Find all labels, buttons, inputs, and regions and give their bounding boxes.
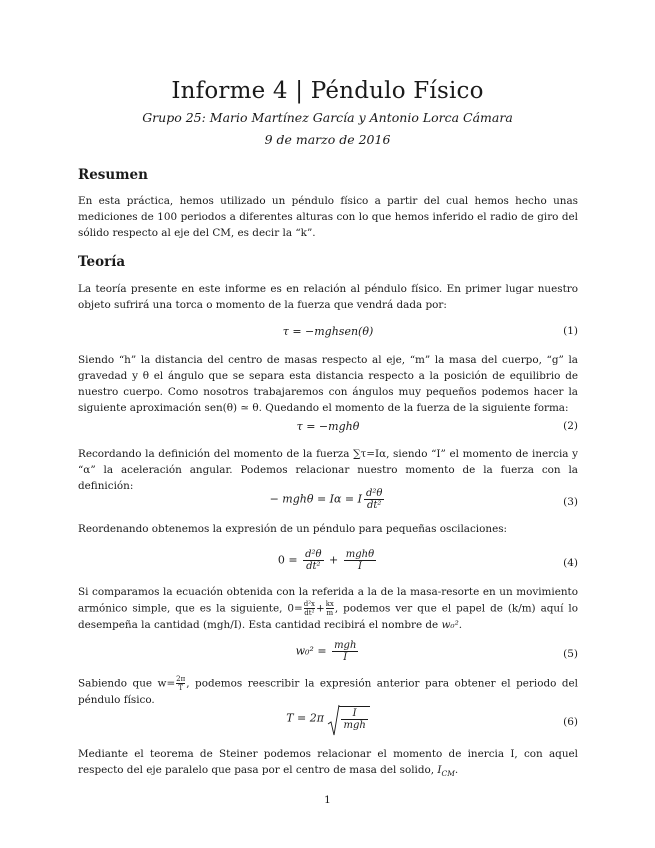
equation-4-frac1-numerator: d²θ (305, 549, 322, 560)
equation-4-frac2-numerator: mghθ (345, 549, 375, 560)
equation-1-number: (1) (563, 325, 578, 337)
resumen-paragraph: En esta práctica, hemos utilizado un péndulo físico a partir del cual hemos hecho unas mediciones de 100 periodos a diferentes alturas con lo que hemos inferido el radio de giro del sólido respecto al eje del CM, es decir la “k”. (78, 195, 578, 239)
equation-4-frac1-denominator: dt² (306, 561, 321, 572)
equation-2 (78, 420, 578, 446)
equation-3-fraction (364, 488, 384, 511)
inline-kx-denominator: m (326, 609, 334, 617)
inline-icm-letter: I (437, 764, 442, 776)
page-number: 1 (324, 794, 331, 806)
equation-3-denominator: dt² (367, 500, 382, 511)
equation-4-plus: + (329, 553, 339, 567)
sqrt-symbol (327, 706, 369, 731)
teoria-paragraph-1: La teoría presente en este informe es en relación al péndulo físico. En primer lugar nuestro objeto sufrirá una torca o momento de la fuerza que vendrá dada por: (78, 283, 578, 311)
section-heading-resumen: Resumen (78, 167, 148, 183)
equation-1 (78, 325, 578, 351)
radical-sign-icon (327, 704, 340, 738)
teoria-paragraph-2: Siendo “h” la distancia del centro de masas respecto al eje, “m” la masa del cuerpo, “g” la gravedad y θ el ángulo que se separa esta distancia respecto a la posición de equilibrio de nuestro cuerpo. Como nosotros trabajaremos con ángulos muy pequeños podemos hacer la siguiente aproximación sen(θ) ≃ θ. Quedando el momento de la fuerza de la siguiente forma: (78, 354, 578, 414)
paragraph-7-text: Mediante el teorema de Steiner podemos relacionar el momento de inercia I, con aquel respecto del eje paralelo que pasa por el centro de masa del solido, (78, 748, 578, 776)
section-heading-teoria: Teoría (78, 254, 126, 270)
equation-4-fraction-1 (303, 549, 323, 572)
equation-6-body (78, 706, 578, 731)
paragraph-6-before: Sabiendo que w= (78, 677, 176, 690)
inline-icm-end: . (454, 764, 459, 776)
equation-5-left: w₀² = (295, 644, 327, 658)
inline-d2x-denominator: dt² (304, 609, 315, 617)
equation-6-left: T = 2π (286, 711, 324, 725)
inline-t-denominator: T (178, 684, 184, 692)
equation-3-number: (3) (563, 496, 578, 508)
inline-d2x-numerator: d²x (303, 600, 315, 608)
inline-kx-numerator: kx (325, 600, 334, 608)
equation-4-frac2-denominator: I (357, 561, 362, 572)
equation-5-fraction (332, 640, 358, 663)
inline-fraction-kx (326, 600, 334, 617)
paragraph-6-after: , podemos reescribir la expresión anterior para obtener el periodo del péndulo físico. (78, 677, 578, 706)
teoria-paragraph-5 (78, 584, 578, 633)
equation-3 (78, 488, 578, 518)
inline-fraction-2pi-t (176, 675, 185, 692)
equation-2-body: τ = −mghθ (296, 420, 360, 433)
equation-5 (78, 640, 578, 670)
teoria-paragraph-4: Reordenando obtenemos la expresión de un péndulo para pequeñas oscilaciones: (78, 523, 508, 535)
inline-fraction-d2x (304, 600, 315, 617)
inline-2pi-numerator: 2π (176, 675, 186, 683)
equation-3-body (78, 488, 578, 511)
paper-title: Informe 4 | Péndulo Físico (171, 78, 484, 104)
equation-3-left: − mghθ = Iα = I (269, 492, 362, 506)
equation-4-number: (4) (563, 557, 578, 569)
teoria-paragraph-7 (78, 746, 578, 782)
equation-3-numerator: d²θ (366, 488, 383, 499)
paragraph-5-after: , podemos ver que el papel de (k/m) aquí lo desempeña la cantidad (mgh/I). Esta cantidad recibirá el nombre de (78, 602, 578, 631)
equation-5-number: (5) (563, 648, 578, 660)
inline-plus: + (315, 602, 325, 615)
equation-6 (78, 704, 578, 740)
equation-5-body (78, 640, 578, 663)
equation-6-denominator: mgh (343, 720, 366, 731)
equation-4-left: 0 = (277, 553, 298, 567)
equation-1-body: τ = −mghsen(θ) (282, 325, 374, 338)
equation-6-numerator: I (341, 708, 367, 720)
equation-4-fraction-2 (344, 549, 376, 572)
sqrt-radicand (339, 706, 369, 731)
teoria-paragraph-3: Recordando la definición del momento de la fuerza ∑τ=Iα, siendo “I” el momento de inercia y “α” la aceleración angular. Podemos relacionar nuestro momento de la fuerza con la definición: (78, 448, 578, 492)
equation-6-number: (6) (563, 716, 578, 728)
inline-icm-subscript: CM (441, 769, 455, 779)
equation-4 (78, 549, 578, 579)
authors: Grupo 25: Mario Martínez García y Antonio Lorca Cámara (142, 110, 513, 125)
paragraph-5-before: Si comparamos la ecuación obtenida con la referida a la de la masa-resorte en un movimiento armónico simple, que es la siguiente, 0= (78, 586, 578, 615)
equation-4-body (78, 549, 578, 572)
equation-5-numerator: mgh (334, 640, 357, 651)
inline-w0-squared: w₀². (441, 619, 463, 631)
equation-2-number: (2) (563, 420, 578, 432)
equation-5-denominator: I (343, 652, 348, 663)
equation-6-fraction (341, 708, 367, 731)
date: 9 de marzo de 2016 (264, 132, 391, 147)
inline-icm (437, 764, 455, 779)
